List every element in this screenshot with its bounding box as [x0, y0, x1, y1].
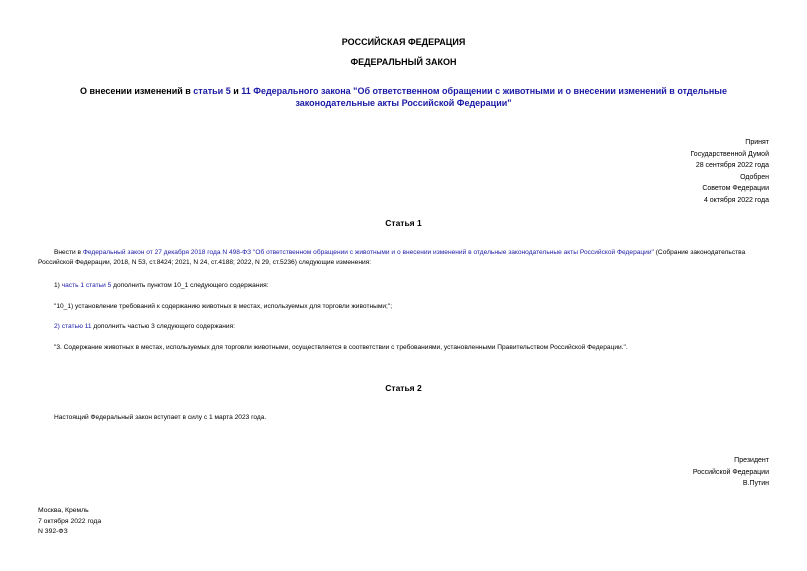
adoption-line: 28 сентября 2022 года [695, 162, 769, 169]
signature-line: В.Путин [742, 480, 769, 487]
article-1-heading: Статья 1 [385, 218, 422, 228]
adoption-line: Одобрен [740, 173, 769, 181]
intro-link-federal-law[interactable]: Федеральный закон от 27 декабря 2018 года N 498-ФЗ "Об ответственном обращении с животными и о внесении изменений в отдельные законодательные акты Российской Федерации" [82, 249, 654, 256]
article-1-item-2-quote: "3. Содержание животных в местах, используемых для торговли животными, осуществляется в соответствии с требованиями, установленными Правительством Российской Федерации.". [54, 344, 628, 351]
signature-line: Президент [734, 457, 769, 464]
article-2-text: Настоящий Федеральный закон вступает в силу с 1 марта 2023 года. [54, 414, 267, 421]
law-type-heading: ФЕДЕРАЛЬНЫЙ ЗАКОН [350, 57, 457, 67]
signature-line: Российской Федерации [692, 468, 769, 476]
title-text: и [230, 86, 242, 96]
law-number: N 392-ФЗ [38, 528, 68, 535]
place-date-block [38, 506, 101, 538]
country-heading: РОССИЙСКАЯ ФЕДЕРАЦИЯ [341, 37, 466, 47]
article-2-heading: Статья 2 [385, 383, 422, 393]
item-1-link[interactable]: часть 1 статьи 5 [61, 282, 112, 289]
intro-text: (Собрание законодательства Российской Федерации, 2018, N 53, ст.8424; 2021, N 24, ст.4188; 2022, N 29, ст.5236) следующие изменения: [38, 249, 746, 266]
date-line: 7 октября 2022 года [38, 517, 102, 525]
adoption-block [690, 137, 769, 206]
article-1-item-2 [54, 322, 235, 332]
item-2-link-number[interactable]: 2) [54, 323, 60, 330]
article-1-intro [38, 248, 770, 268]
item-text: дополнить частью 3 следующего содержания: [91, 323, 236, 330]
adoption-line: Советом Федерации [702, 185, 769, 192]
item-2-link-article[interactable]: статью 11 [61, 323, 92, 330]
intro-text: Внести в [54, 249, 83, 256]
article-1-item-1 [54, 281, 269, 291]
title-link-article-5[interactable]: статьи 5 [193, 86, 231, 96]
adoption-line: Принят [745, 139, 769, 146]
item-text: дополнить пунктом 10_1 следующего содержания: [111, 282, 269, 289]
article-1-item-1-quote: "10_1) установление требований к содержанию животных в местах, используемых для торговли животными;"; [54, 303, 393, 310]
adoption-line: 4 октября 2022 года [703, 196, 769, 204]
signature-block [693, 455, 769, 490]
title-text: О внесении изменений в [80, 86, 194, 96]
title-link-article-11[interactable]: 11 [241, 86, 251, 96]
title-link-federal-law[interactable]: Федерального закона "Об ответственном обращении с животными и о внесении изменений в отдельные законодательные акты Российской Федерации" [253, 86, 727, 108]
item-prefix: 1) [54, 282, 62, 289]
law-title [40, 85, 767, 109]
place-line: Москва, Кремль [38, 507, 89, 514]
adoption-line: Государственной Думой [690, 150, 769, 158]
